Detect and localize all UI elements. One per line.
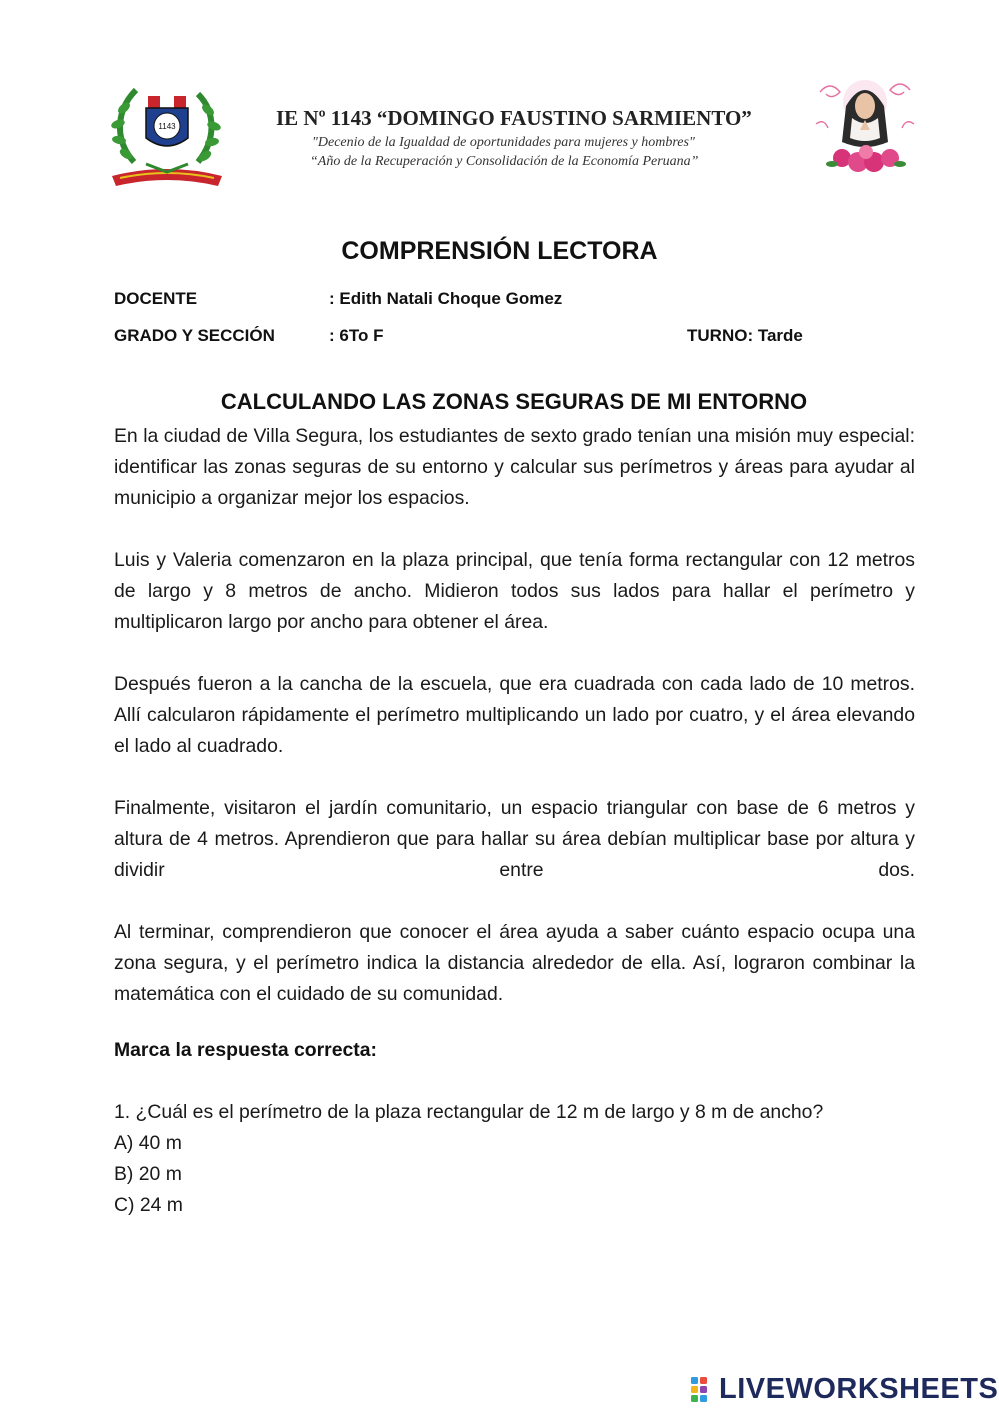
- turno: TURNO: Tarde: [687, 326, 803, 345]
- school-crest: [106, 80, 228, 192]
- page-title: COMPRENSIÓN LECTORA: [341, 237, 658, 265]
- paragraph-3: Después fueron a la cancha de la escuela, que era cuadrada con cada lado de 10 metros. Allí calcularon rápidamente el perímetro multiplicando un lado por cuatro, y el área elevando el lado al cuadrado.: [114, 673, 915, 757]
- motto-line-1: "Decenio de la Igualdad de oportunidades para mujeres y hombres": [312, 135, 695, 150]
- brand-name: LIVEWORKSHEETS: [719, 1372, 999, 1405]
- paragraph-5: Al terminar, comprendieron que conocer el área ayuda a saber cuánto espacio ocupa una zona segura, y el perímetro indica la distancia alrededor de ella. Así, lograron combinar la matemática con el cuidado de su comunidad.: [114, 921, 915, 1005]
- option-a[interactable]: A) 40 m: [114, 1132, 182, 1154]
- grado-value: : 6To F: [329, 326, 384, 345]
- question-1: 1. ¿Cuál es el perímetro de la plaza rectangular de 12 m de largo y 8 m de ancho?: [114, 1101, 824, 1123]
- school-crest-icon: [106, 80, 228, 192]
- paragraph-1: En la ciudad de Villa Segura, los estudiantes de sexto grado tenían una misión muy especial: identificar las zonas seguras de su entorno y calcular sus perímetros y áreas para ayudar al municipio a organizar mejor los espacios.: [114, 425, 915, 509]
- reading-title: CALCULANDO LAS ZONAS SEGURAS DE MI ENTORNO: [220, 389, 808, 414]
- motto-line-2: “Año de la Recuperación y Consolidación de la Economía Peruana”: [310, 154, 699, 169]
- grado-label: GRADO Y SECCIÓN: [114, 326, 275, 345]
- liveworksheets-logo: [690, 1373, 998, 1405]
- crest-number: 1143: [158, 122, 176, 131]
- option-c[interactable]: C) 24 m: [114, 1194, 183, 1216]
- crest-caption: VOTANTO: [152, 148, 182, 154]
- exercise-instruction: Marca la respuesta correcta:: [114, 1039, 377, 1061]
- school-name: IE Nº 1143 “DOMINGO FAUSTINO SARMIENTO”: [276, 106, 752, 130]
- paragraph-2: Luis y Valeria comenzaron en la plaza principal, que tenía forma rectangular con 12 metros de largo y 8 metros de ancho. Midieron todos sus lados para hallar el perímetro y multiplicaron largo por ancho para obtener el área.: [114, 549, 915, 633]
- option-b[interactable]: B) 20 m: [114, 1163, 182, 1185]
- docente-value: : Edith Natali Choque Gomez: [329, 289, 563, 308]
- saint-portrait-icon: [812, 72, 918, 176]
- paragraph-4: Finalmente, visitaron el jardín comunitario, un espacio triangular con base de 6 metros y altura de 4 metros. Aprendieron que para hallar su área debían multiplicar base por altura y dividir entre dos.: [114, 797, 915, 881]
- saint-portrait: [812, 72, 918, 176]
- liveworksheets-logo-icon: [690, 1375, 716, 1403]
- docente-label: DOCENTE: [114, 289, 198, 308]
